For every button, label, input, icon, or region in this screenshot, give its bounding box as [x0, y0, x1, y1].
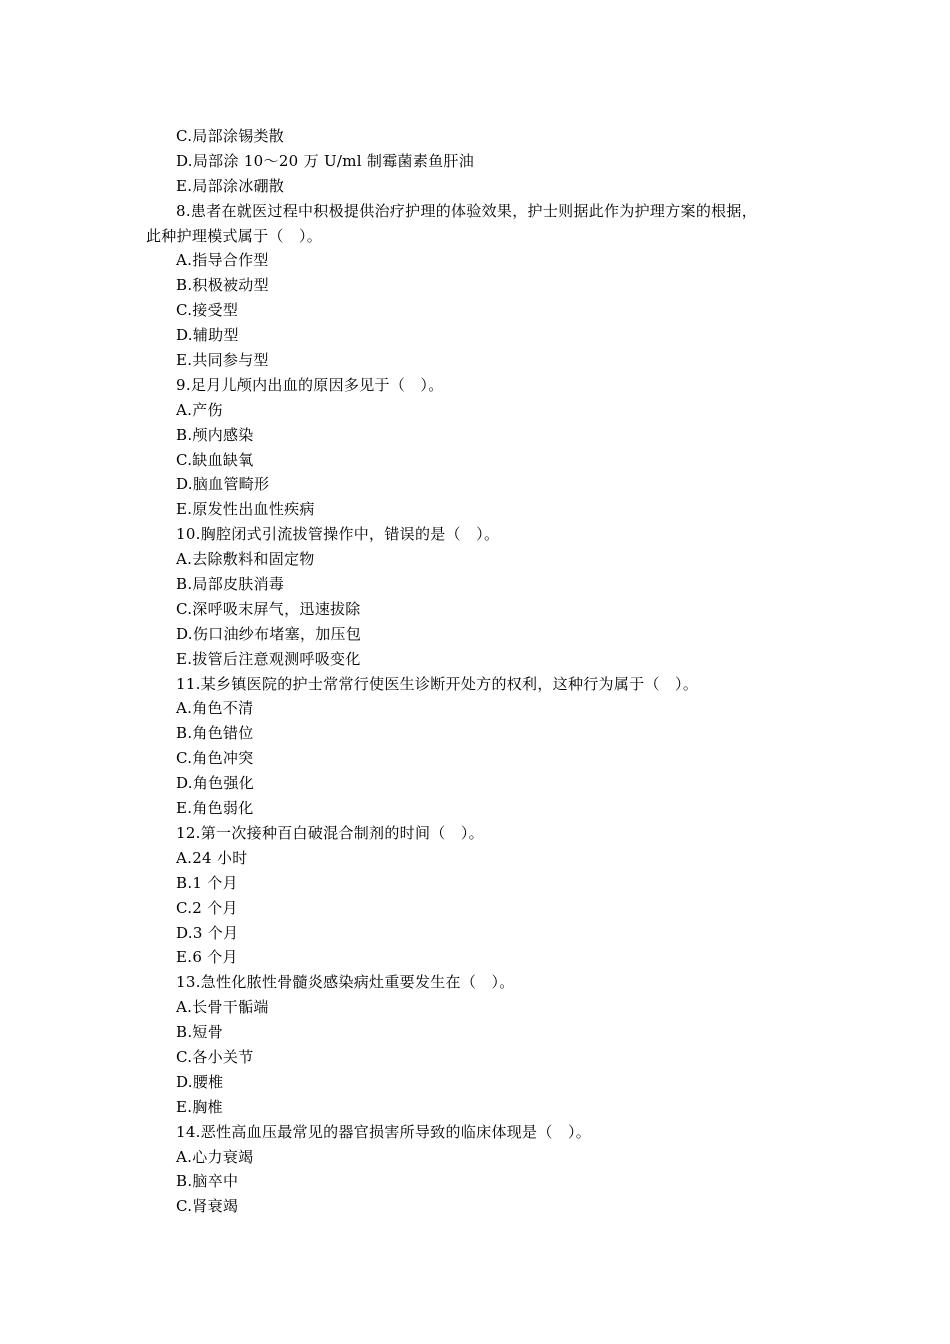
answer-option: B.颅内感染: [176, 425, 254, 444]
answer-option: C.缺血缺氧: [176, 450, 254, 469]
answer-option: A.长骨干骺端: [176, 998, 269, 1017]
answer-option: B.短骨: [176, 1023, 223, 1042]
answer-option: A.心力衰竭: [176, 1147, 254, 1166]
answer-option: D.3 个月: [176, 923, 239, 942]
answer-option: C.2 个月: [176, 898, 238, 917]
question-stem: 12.第一次接种百白破混合制剂的时间（ ）。: [176, 823, 484, 842]
answer-option: D.辅助型: [176, 326, 239, 345]
question-stem: 13.急性化脓性骨髓炎感染病灶重要发生在（ ）。: [176, 973, 515, 992]
answer-option: B.局部皮肤消毒: [176, 575, 285, 594]
answer-option: A.去除敷料和固定物: [176, 550, 315, 569]
answer-option: B.1 个月: [176, 873, 238, 892]
question-stem: 9.足月儿颅内出血的原因多见于（ ）。: [176, 375, 444, 394]
answer-option: E.共同参与型: [176, 351, 269, 370]
answer-option: E.胸椎: [176, 1097, 223, 1116]
answer-option: D.脑血管畸形: [176, 475, 270, 494]
question-stem: 10.胸腔闭式引流拔管操作中，错误的是（ ）。: [176, 525, 500, 544]
answer-option: C.深呼吸末屏气，迅速拔除: [176, 599, 361, 618]
answer-option: B.角色错位: [176, 724, 254, 743]
answer-option: A.指导合作型: [176, 251, 269, 270]
answer-option: C.各小关节: [176, 1047, 254, 1066]
answer-option: E.局部涂冰硼散: [176, 176, 285, 195]
question-stem: 14.恶性高血压最常见的器官损害所导致的临床体现是（ ）。: [176, 1122, 592, 1141]
answer-option: D.角色强化: [176, 774, 255, 793]
answer-option: C.接受型: [176, 301, 239, 320]
answer-option: E.角色弱化: [176, 799, 254, 818]
answer-option: A.产伤: [176, 400, 223, 419]
answer-option: C.局部涂锡类散: [176, 127, 285, 145]
answer-option: D.局部涂 10～20 万 U/ml 制霉菌素鱼肝油: [176, 151, 475, 170]
answer-option: E.拔管后注意观测呼吸变化: [176, 649, 361, 668]
answer-option: D.伤口油纱布堵塞，加压包: [176, 624, 362, 643]
answer-option: A.角色不清: [176, 699, 254, 718]
answer-option: C.角色冲突: [176, 749, 254, 768]
answer-option: B.积极被动型: [176, 276, 269, 295]
answer-option: B.脑卒中: [176, 1172, 239, 1191]
answer-option: A.24 小时: [176, 848, 248, 867]
answer-option: E.原发性出血性疾病: [176, 500, 315, 519]
question-stem: 8.患者在就医过程中积极提供治疗护理的体验效果，护士则据此作为护理方案的根据，: [176, 201, 758, 220]
answer-option: C.肾衰竭: [176, 1197, 239, 1216]
exam-question-list: [146, 124, 806, 1219]
question-stem-continuation: 此种护理模式属于（ ）。: [146, 226, 323, 245]
question-stem: 11.某乡镇医院的护士常常行使医生诊断开处方的权利，这种行为属于（ ）。: [176, 674, 699, 693]
answer-option: D.腰椎: [176, 1072, 224, 1091]
answer-option: E.6 个月: [176, 948, 238, 967]
